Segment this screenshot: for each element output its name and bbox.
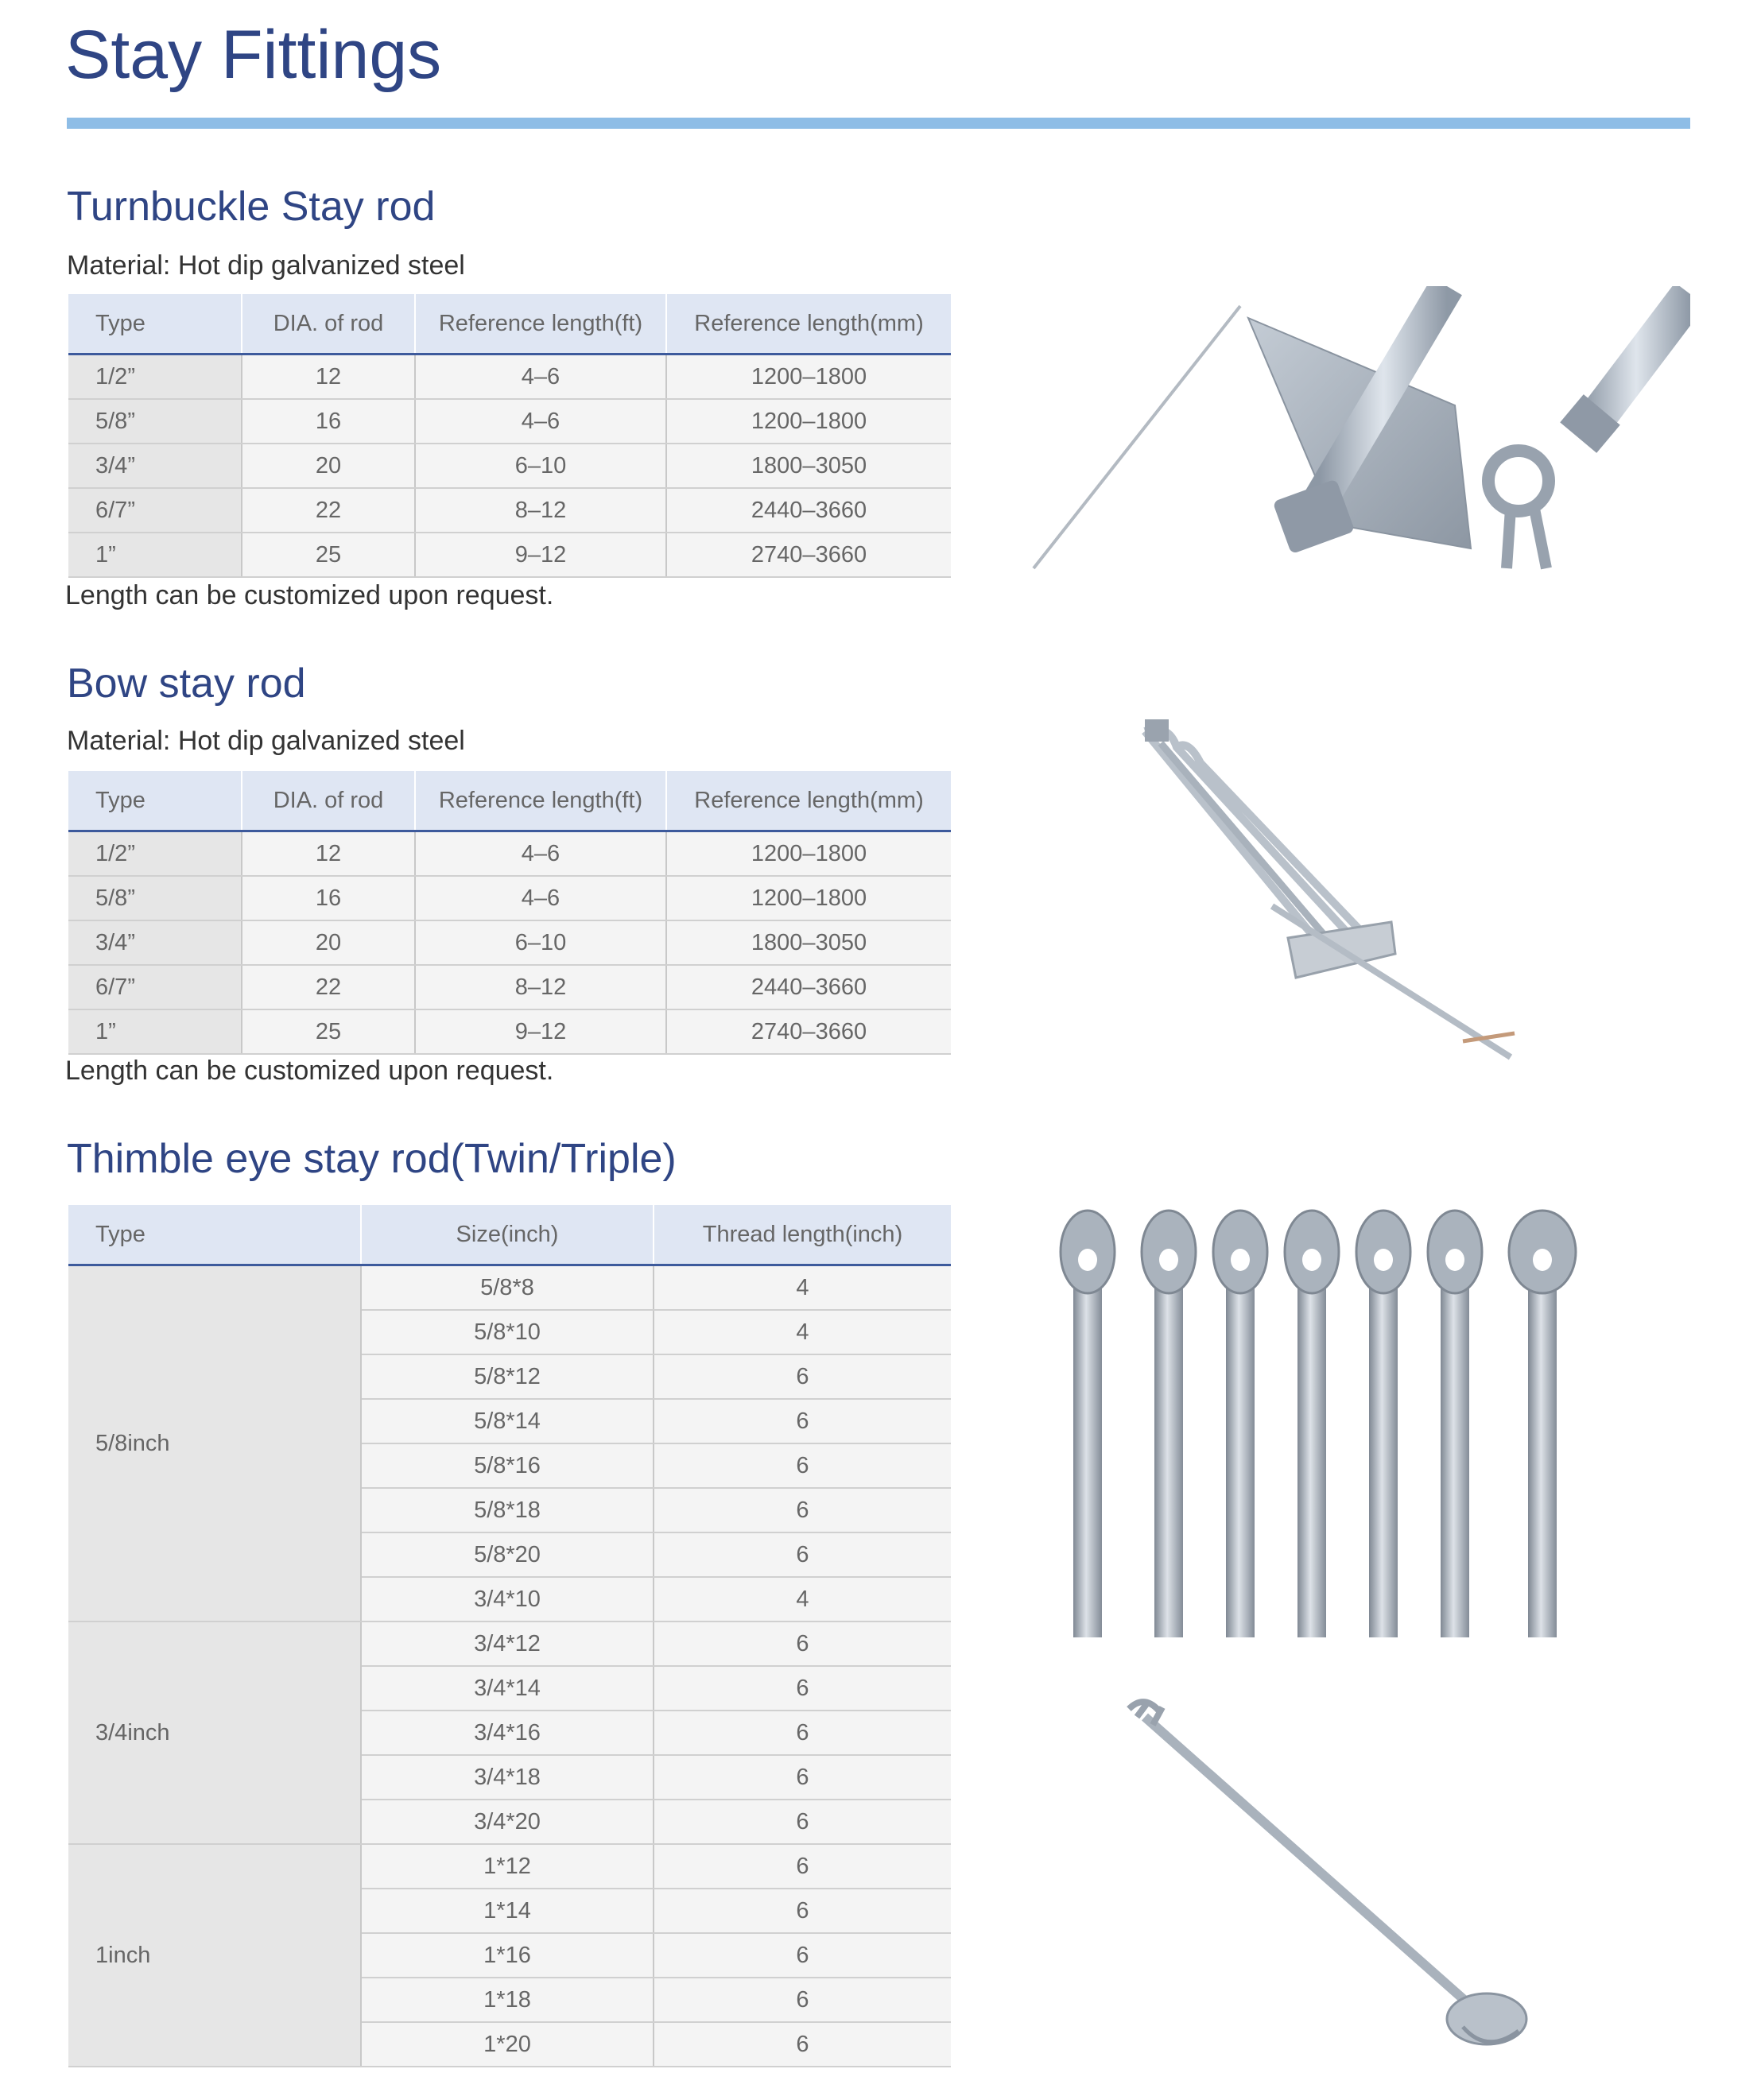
cell-ft: 4–6: [415, 831, 666, 877]
rod-1: [1061, 1211, 1115, 1637]
bow-stay-rod-photo: [1113, 715, 1526, 1097]
header-type: Type: [68, 1205, 361, 1265]
cell-size: 1*12: [361, 1844, 654, 1889]
table-row: [68, 1621, 951, 1666]
header-length-ft: Reference length(ft): [415, 771, 666, 831]
cell-mm: 2440–3660: [666, 965, 951, 1009]
table-header-row: [68, 294, 951, 355]
cell-size: 5/8*20: [361, 1532, 654, 1577]
cell-ft: 6–10: [415, 444, 666, 488]
turnbuckle-material: Material: Hot dip galvanized steel: [67, 250, 465, 281]
cell-ft: 8–12: [415, 965, 666, 1009]
rod-5: [1356, 1211, 1410, 1637]
header-type: Type: [68, 294, 242, 355]
cell-mm: 1800–3050: [666, 920, 951, 965]
cell-mm: 1200–1800: [666, 831, 951, 877]
table-row: [68, 876, 951, 920]
turnbuckle-note: Length can be customized upon request.: [65, 580, 554, 610]
cell-dia: 12: [242, 831, 415, 877]
cell-thread: 6: [654, 1844, 951, 1889]
cell-size: 3/4*20: [361, 1800, 654, 1844]
cell-size: 1*20: [361, 2022, 654, 2067]
header-length-ft: Reference length(ft): [415, 294, 666, 355]
table-row: [68, 920, 951, 965]
table-row: [68, 399, 951, 444]
header-dia: DIA. of rod: [242, 294, 415, 355]
cell-ft: 4–6: [415, 876, 666, 920]
cell-type: 1/2”: [68, 355, 242, 400]
cell-dia: 22: [242, 488, 415, 533]
cell-thread: 6: [654, 1354, 951, 1399]
cell-thread: 6: [654, 1933, 951, 1978]
thimble-section-title: Thimble eye stay rod(Twin/Triple): [67, 1136, 677, 1182]
cell-thread: 6: [654, 1889, 951, 1933]
cell-type-group: 3/4inch: [68, 1621, 361, 1844]
rod-4: [1285, 1211, 1339, 1637]
cell-dia: 25: [242, 533, 415, 577]
table-row: [68, 831, 951, 877]
title-divider: [67, 118, 1690, 129]
cell-thread: 6: [654, 1443, 951, 1488]
cell-type: 1”: [68, 533, 242, 577]
rod-2: [1142, 1211, 1196, 1637]
cell-dia: 16: [242, 876, 415, 920]
header-thread-length: Thread length(inch): [654, 1205, 951, 1265]
cell-ft: 6–10: [415, 920, 666, 965]
cell-type: 6/7”: [68, 965, 242, 1009]
cell-mm: 2740–3660: [666, 533, 951, 577]
cell-dia: 20: [242, 444, 415, 488]
cell-size: 3/4*16: [361, 1711, 654, 1755]
bow-note: Length can be customized upon request.: [65, 1056, 554, 1086]
cell-thread: 6: [654, 2022, 951, 2067]
cell-size: 5/8*8: [361, 1265, 654, 1311]
cell-size: 5/8*14: [361, 1399, 654, 1443]
cell-thread: 4: [654, 1310, 951, 1354]
cell-size: 3/4*18: [361, 1755, 654, 1800]
cell-mm: 1200–1800: [666, 355, 951, 400]
table-row: [68, 965, 951, 1009]
table-row: [68, 1265, 951, 1311]
turnbuckle-stay-rod-photo: [1026, 286, 1690, 572]
rod-3: [1213, 1211, 1267, 1637]
table-row: [68, 355, 951, 400]
cell-size: 3/4*12: [361, 1621, 654, 1666]
table-header-row: [68, 1205, 951, 1265]
table-row: [68, 533, 951, 577]
table-row: [68, 1009, 951, 1054]
header-size: Size(inch): [361, 1205, 654, 1265]
table-row: [68, 488, 951, 533]
cell-thread: 6: [654, 1621, 951, 1666]
cell-size: 1*18: [361, 1978, 654, 2022]
cell-type: 1”: [68, 1009, 242, 1054]
cell-type: 1/2”: [68, 831, 242, 877]
cell-size: 1*16: [361, 1933, 654, 1978]
cell-thread: 6: [654, 1488, 951, 1532]
bow-spec-table: [68, 771, 951, 1055]
cell-mm: 2740–3660: [666, 1009, 951, 1054]
thimble-eye-rods-photo: [1049, 1200, 1606, 1645]
rod-6: [1428, 1211, 1482, 1637]
cell-type: 5/8”: [68, 876, 242, 920]
cell-mm: 2440–3660: [666, 488, 951, 533]
cell-type: 3/4”: [68, 444, 242, 488]
single-stay-rod-photo: [1113, 1693, 1558, 2059]
cell-mm: 1200–1800: [666, 399, 951, 444]
cell-size: 3/4*14: [361, 1666, 654, 1711]
bow-material: Material: Hot dip galvanized steel: [67, 726, 465, 756]
header-dia: DIA. of rod: [242, 771, 415, 831]
cell-thread: 6: [654, 1755, 951, 1800]
turnbuckle-section-title: Turnbuckle Stay rod: [67, 184, 436, 230]
cell-size: 5/8*12: [361, 1354, 654, 1399]
cell-type: 5/8”: [68, 399, 242, 444]
cell-dia: 20: [242, 920, 415, 965]
cell-thread: 4: [654, 1577, 951, 1621]
cell-thread: 6: [654, 1399, 951, 1443]
cell-type-group: 1inch: [68, 1844, 361, 2067]
cell-ft: 4–6: [415, 399, 666, 444]
cell-ft: 9–12: [415, 1009, 666, 1054]
header-length-mm: Reference length(mm): [666, 771, 951, 831]
page-title: Stay Fittings: [65, 17, 442, 93]
turnbuckle-spec-table: [68, 294, 951, 578]
cell-dia: 25: [242, 1009, 415, 1054]
cell-size: 1*14: [361, 1889, 654, 1933]
cell-thread: 6: [654, 1978, 951, 2022]
cell-thread: 6: [654, 1532, 951, 1577]
cell-type: 3/4”: [68, 920, 242, 965]
cell-thread: 4: [654, 1265, 951, 1311]
table-row: [68, 444, 951, 488]
cell-dia: 22: [242, 965, 415, 1009]
cell-dia: 16: [242, 399, 415, 444]
table-header-row: [68, 771, 951, 831]
cell-thread: 6: [654, 1666, 951, 1711]
cell-thread: 6: [654, 1711, 951, 1755]
thimble-spec-table: [68, 1205, 951, 2067]
cell-type-group: 5/8inch: [68, 1265, 361, 1622]
table-row: [68, 1844, 951, 1889]
rod-7: [1509, 1211, 1576, 1637]
cell-type: 6/7”: [68, 488, 242, 533]
cell-dia: 12: [242, 355, 415, 400]
cell-thread: 6: [654, 1800, 951, 1844]
cell-size: 5/8*10: [361, 1310, 654, 1354]
header-length-mm: Reference length(mm): [666, 294, 951, 355]
cell-mm: 1200–1800: [666, 876, 951, 920]
cell-size: 3/4*10: [361, 1577, 654, 1621]
cell-ft: 9–12: [415, 533, 666, 577]
bow-section-title: Bow stay rod: [67, 661, 306, 707]
cell-size: 5/8*18: [361, 1488, 654, 1532]
cell-mm: 1800–3050: [666, 444, 951, 488]
cell-size: 5/8*16: [361, 1443, 654, 1488]
cell-ft: 8–12: [415, 488, 666, 533]
cell-ft: 4–6: [415, 355, 666, 400]
header-type: Type: [68, 771, 242, 831]
